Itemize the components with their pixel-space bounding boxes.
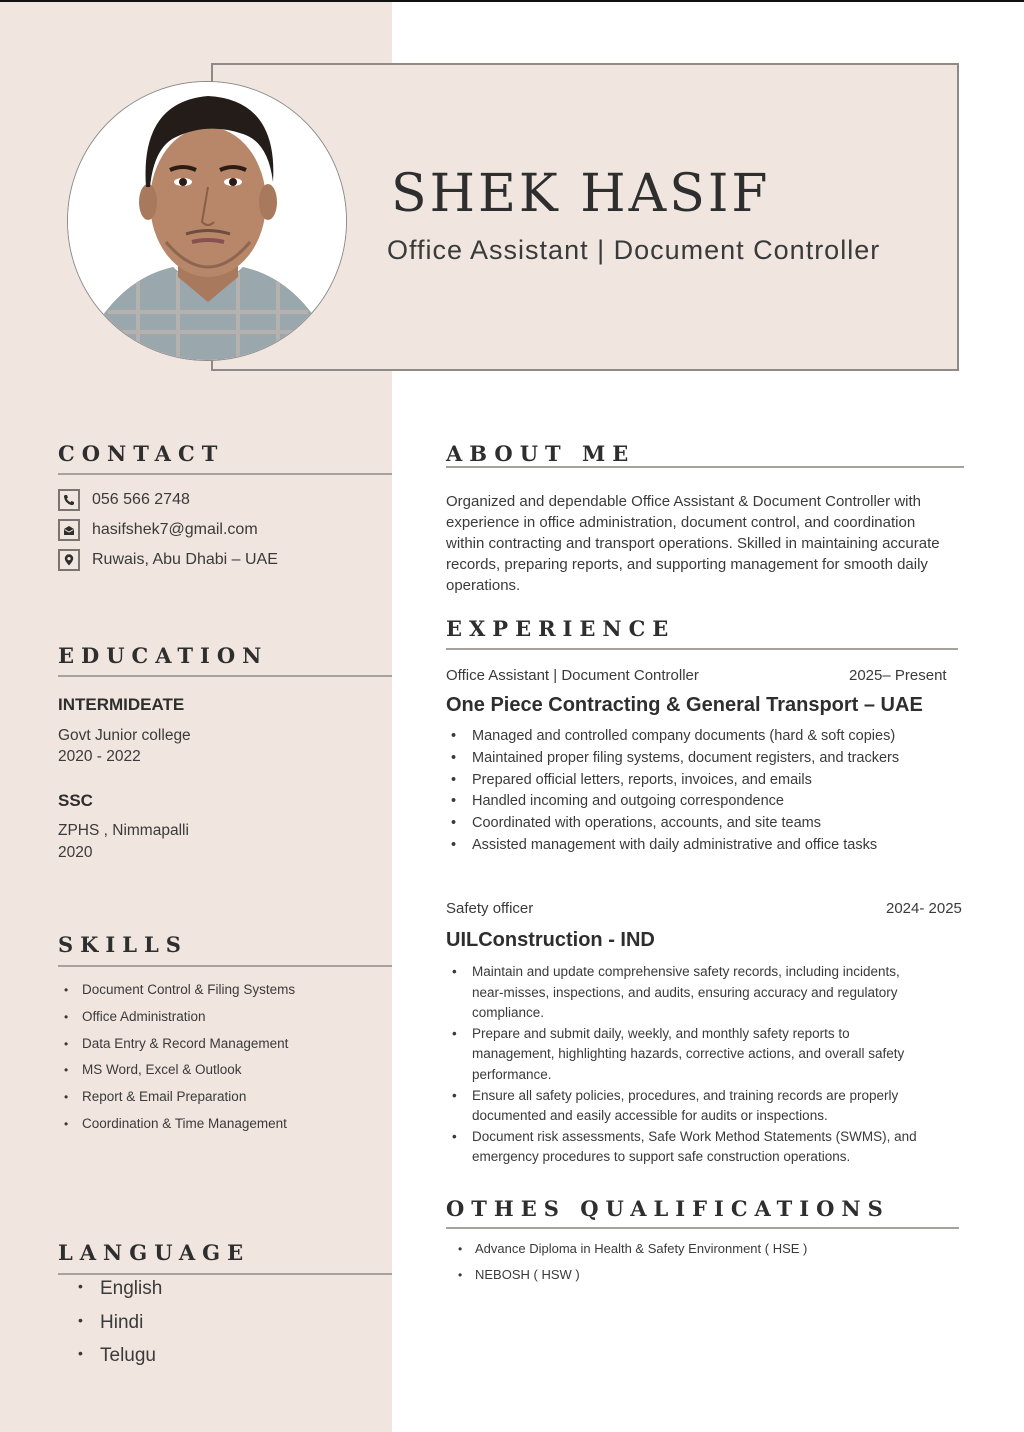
language-item: • English xyxy=(78,1278,162,1312)
education-school: Govt Junior college xyxy=(58,727,191,744)
map-pin-icon xyxy=(58,549,80,571)
language-list xyxy=(78,1278,162,1379)
skills-list xyxy=(62,980,295,1141)
contact-location xyxy=(58,549,278,571)
experience-heading: EXPERIENCE xyxy=(446,616,676,641)
skill-item: • Office Administration xyxy=(62,1007,295,1034)
skill-item: • Report & Email Preparation xyxy=(62,1087,295,1114)
contact-divider xyxy=(58,473,392,475)
phone-number[interactable]: 056 566 2748 xyxy=(92,491,190,508)
contact-heading: CONTACT xyxy=(58,441,225,466)
skills-divider xyxy=(58,965,392,967)
qualification-item: • NEBOSH ( HSW ) xyxy=(458,1266,807,1292)
job-bullets xyxy=(450,962,930,1168)
job-bullet: • Prepare and submit daily, weekly, and monthly safety reports to management, highlighting hazards, corrective actions, and overall safety performance. xyxy=(450,1024,930,1086)
education-years: 2020 xyxy=(58,844,93,861)
job-bullet: • Maintain and update comprehensive safety records, including incidents, near-misses, inspections, and audits, ensuring accuracy and regulatory compliance. xyxy=(450,962,930,1024)
envelope-icon xyxy=(58,519,80,541)
qualifications-heading: OTHES QUALIFICATIONS xyxy=(446,1196,890,1221)
skill-item: • Coordination & Time Management xyxy=(62,1114,295,1141)
job-bullets xyxy=(450,726,899,857)
education-degree: SSC xyxy=(58,791,93,810)
qualifications-divider xyxy=(446,1227,959,1229)
job-bullet: • Coordinated with operations, accounts, and site teams xyxy=(450,813,899,835)
contact-email xyxy=(58,519,258,541)
job-bullet: • Document risk assessments, Safe Work Method Statements (SWMS), and emergency procedures to support safe construction operations. xyxy=(450,1127,930,1168)
language-heading: LANGUAGE xyxy=(58,1240,251,1265)
job-dates: 2025– Present xyxy=(849,667,947,684)
job-role: Safety officer xyxy=(446,900,534,917)
experience-divider xyxy=(446,648,958,650)
job-bullet: • Maintained proper filing systems, document registers, and trackers xyxy=(450,748,899,770)
job-bullet: • Managed and controlled company documents (hard & soft copies) xyxy=(450,726,899,748)
person-portrait-icon xyxy=(68,82,347,361)
language-item: • Hindi xyxy=(78,1312,162,1346)
about-divider xyxy=(446,466,964,468)
candidate-name: SHEK HASIF xyxy=(391,164,771,224)
job-bullet: • Handled incoming and outgoing correspondence xyxy=(450,791,899,813)
skill-item: • MS Word, Excel & Outlook xyxy=(62,1060,295,1087)
education-divider xyxy=(58,675,392,677)
profile-photo xyxy=(67,81,347,361)
about-heading: ABOUT ME xyxy=(446,441,636,466)
job-dates: 2024- 2025 xyxy=(886,900,962,917)
email-address[interactable]: hasifshek7@gmail.com xyxy=(92,521,258,538)
job-bullet: • Prepared official letters, reports, invoices, and emails xyxy=(450,770,899,792)
job-company: UILConstruction - IND xyxy=(446,929,655,951)
qualifications-list xyxy=(458,1240,807,1292)
language-divider xyxy=(58,1273,392,1275)
candidate-title: Office Assistant | Document Controller xyxy=(387,235,881,265)
qualification-item: • Advance Diploma in Health & Safety Environment ( HSE ) xyxy=(458,1240,807,1266)
job-role: Office Assistant | Document Controller xyxy=(446,667,699,684)
location-text: Ruwais, Abu Dhabi – UAE xyxy=(92,551,278,568)
job-bullet: • Ensure all safety policies, procedures, and training records are properly documented and easily accessible for audits or inspections. xyxy=(450,1086,930,1127)
education-degree: INTERMIDEATE xyxy=(58,695,185,714)
education-heading: EDUCATION xyxy=(58,643,269,668)
skill-item: • Document Control & Filing Systems xyxy=(62,980,295,1007)
education-school: ZPHS , Nimmapalli xyxy=(58,822,189,839)
contact-phone xyxy=(58,489,190,511)
education-years: 2020 - 2022 xyxy=(58,748,141,765)
about-text: Organized and dependable Office Assistant & Document Controller with experience in office administration, document control, and coordination within contracting and transport operations. Skilled in maintaining accurate records, preparing reports, and supporting management for smooth daily operations. xyxy=(446,493,940,594)
job-company: One Piece Contracting & General Transport – UAE xyxy=(446,694,923,716)
skill-item: • Data Entry & Record Management xyxy=(62,1034,295,1061)
skills-heading: SKILLS xyxy=(58,932,188,957)
language-item: • Telugu xyxy=(78,1345,162,1379)
job-bullet: • Assisted management with daily administrative and office tasks xyxy=(450,835,899,857)
phone-icon xyxy=(58,489,80,511)
